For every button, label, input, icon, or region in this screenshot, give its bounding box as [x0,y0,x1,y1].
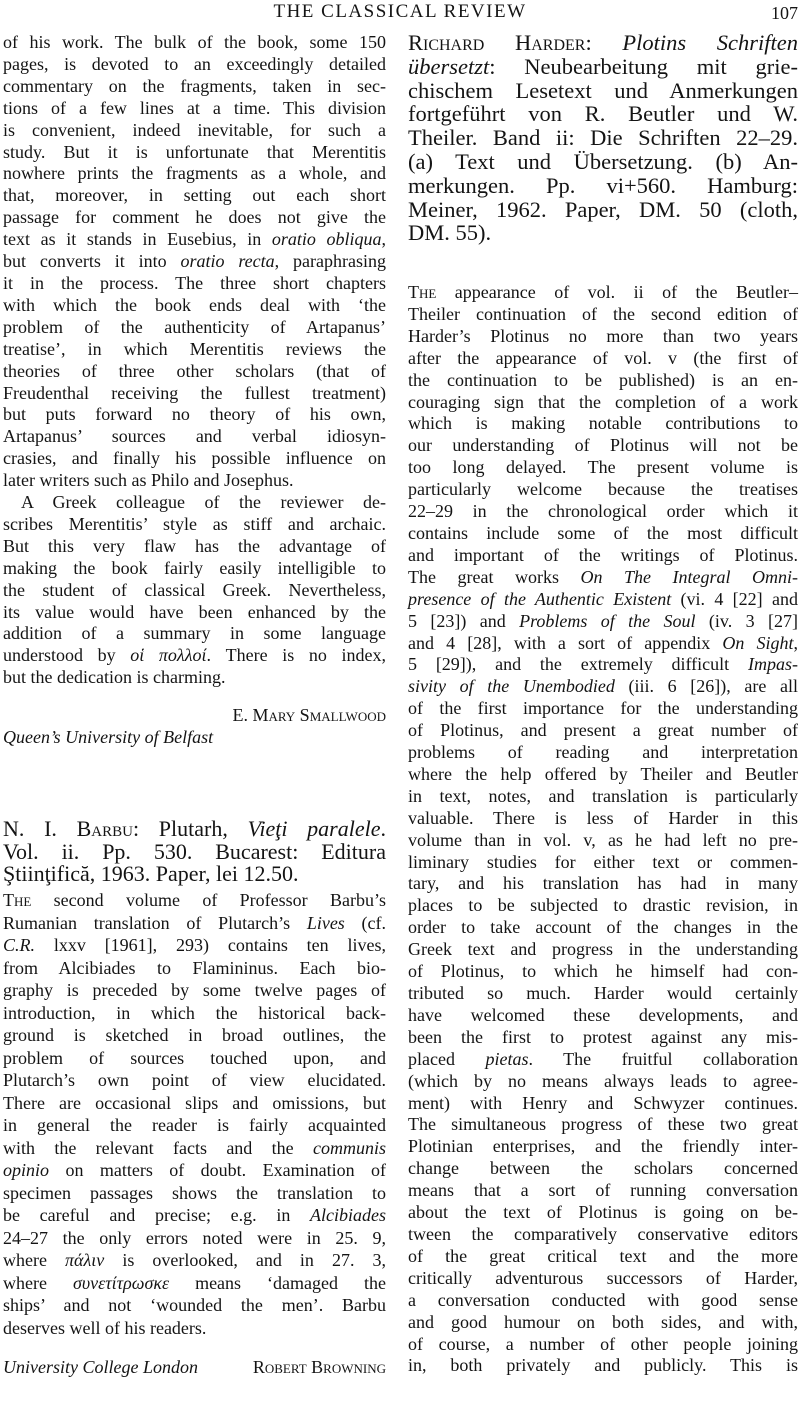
text-line: nowhere prints the fragments as a whole, and [3,163,386,184]
text-line: and 4 [28], with a sort of appendix On Sight, [408,632,798,653]
text-line: a conversation conducted with good sense [408,1289,798,1310]
text-line: tions of a few lines at a time. This division [3,97,386,118]
text-line: Theiler. Band ii: Die Schriften 22–29. [408,125,798,151]
text-line: after the appearance of vol. v (the first of [408,347,798,368]
text-line: Vol. ii. Pp. 530. Bucarest: Editura [3,838,386,864]
text-line: 22–29 in the chronological order which it [408,501,798,522]
text-line: ships’ and not ‘wounded the men’. Barbu [3,1295,386,1315]
text-line: places to be subjected to drastic revision, in [408,895,798,916]
text-line: commentary on the fragments, taken in sec- [3,75,386,96]
text-line: with which the book ends deal with ‘the [3,294,386,315]
text-line: DM. 55). [408,220,492,246]
text-line: of Plotinus, and present a great number of [408,720,798,741]
review-3-heading [408,31,798,245]
text-line: means that a sort of running conversation [408,1180,798,1201]
text-line: from Alcibiades to Flamininus. Each bio- [3,957,386,978]
italic-text: Plotins Schriften [622,30,798,55]
text-line: but puts forward no theory of his own, [3,404,386,425]
reviewer-1-name: E. Mary Smallwood [232,705,386,725]
text-line: N. I. Barbu: Plutarh, Vieţi paralele. [3,816,386,841]
small-caps-text: Barbu [76,816,133,841]
italic-text: presence of the Authentic Existent [408,588,672,609]
running-head: THE CLASSICAL REVIEW [273,1,527,22]
italic-text: πάλιν [65,1250,105,1270]
text-line: scribes Merentitis’ style as stiff and archaic. [3,513,386,534]
text-line: understood by οἱ πολλοί. There is no index, [3,645,386,666]
text-line: Greek text and progress in the understanding [408,939,798,960]
text-line: specimen passages shows the translation to [3,1182,386,1203]
text-line: tributed so much. Harder would certainly [408,983,798,1003]
text-line: ground is sketched in broad outlines, the [3,1025,386,1045]
text-line: liminary studies for either text or commen- [408,851,798,872]
text-line: Rumanian translation of Plutarch’s Lives (cf. [3,912,387,933]
text-line: of the first importance for the understanding [408,698,798,719]
text-line: critically adventurous successors of Harder, [408,1267,798,1288]
text-line: Freudenthal receiving the fullest treatment) [3,382,386,403]
text-line: merkungen. Pp. vi+560. Hamburg: [408,172,798,198]
text-line: problem of sources touched upon, and [3,1047,386,1068]
italic-text: Alcibiades [310,1205,386,1225]
text-line: which is making notable contributions to [408,413,798,434]
text-line: but the dedication is charming. [3,667,226,688]
text-line: in text, notes, and translation is particularly [408,785,798,806]
text-line: is convenient, indeed inevitable, for such a [3,119,386,140]
text-line: where πάλιν is overlooked, and in 27. 3, [3,1250,386,1270]
text-line: graphy is preceded by some twelve pages of [3,980,386,1000]
text-line: that, moreover, in setting out each short [3,185,386,206]
italic-text: συνετίτρωσκε [72,1272,170,1293]
text-line: of his work. The bulk of the book, some 150 [3,32,386,52]
review-2-body [3,889,386,1339]
text-line: Harder’s Plotinus no more than two years [408,325,798,346]
text-line: 24–27 the only errors noted were in 25. 9, [3,1227,386,1248]
text-line: 5 [23]) and Problems of the Soul (iv. 3 [27] [408,610,798,631]
text-line: of the great critical text and the more [408,1245,798,1266]
text-line: problem of the authenticity of Artapanus’ [3,316,386,337]
italic-text: Vieţi paralele [247,816,381,841]
text-line: introduction, in which the historical back- [3,1002,386,1023]
text-line: chischem Lesetext und Anmerkungen [408,77,798,103]
text-line: text as it stands in Eusebius, in oratio obliqua, [3,229,386,250]
text-line: of course, a number of other people joining [408,1333,798,1354]
text-line: Richard Harder: Plotins Schriften [408,30,798,55]
review-1-continuation [3,32,386,689]
text-line: where συνετίτρωσκε means ‘damaged the [3,1272,386,1293]
text-line: ment) with Henry and Schwyzer continues. [408,1092,798,1113]
text-line: Plutarch’s own point of view elucidated. [3,1070,386,1090]
text-line: and important of the writings of Plotinus. [408,544,798,565]
text-line: The great works On The Integral Omni- [408,566,798,587]
text-line: it in the process. The three short chapters [3,272,386,293]
text-line: where the help offered by Theiler and Beutler [408,763,798,784]
text-line: fortgeführt von R. Beutler und W. [408,101,798,127]
text-line: übersetzt: Neubearbeitung mit grie- [408,53,798,79]
review-2-heading [3,818,386,886]
text-line: sivity of the Unembodied (iii. 6 [26]), are all [408,676,798,697]
text-line: problems of reading and interpretation [408,742,798,763]
italic-text: sivity of the Unembodied [408,676,615,697]
text-line: There are occasional slips and omissions, but [3,1092,386,1113]
text-line: passage for comment he does not give the [3,207,386,228]
text-line: The simultaneous progress of these two great [408,1114,798,1135]
text-line: in general the reader is fairly acquainted [3,1115,386,1135]
text-line: its value would have been enhanced by the [3,601,386,622]
italic-text: communis [313,1137,386,1158]
text-line: valuable. There is less of Harder in this [408,807,798,828]
text-line: treatise’, in which Merentitis reviews the [3,338,386,359]
text-line: later writers such as Philo and Josephus. [3,470,294,491]
italic-text: oratio recta [180,251,275,272]
text-line: 5 [29]), and the extremely difficult Impas- [408,654,798,675]
italic-text: On The Integral Omni- [580,566,798,587]
text-line: be careful and precise; e.g. in Alcibiades [3,1205,386,1225]
text-line: A Greek colleague of the reviewer de- [21,492,386,513]
text-line: been the first to protest against any mis- [408,1026,798,1047]
text-line: couraging sign that the completion of a work [408,391,798,412]
italic-text: Impas- [748,654,798,675]
text-line: opinio on matters of doubt. Examination of [3,1160,386,1180]
text-line: particularly welcome because the treatises [408,479,798,500]
text-line: Artapanus’ sources and verbal idiosyn- [3,426,386,447]
text-line: tween the comparatively conservative editors [408,1223,798,1244]
text-line: have welcomed these developments, and [408,1004,798,1025]
text-line: presence of the Authentic Existent (vi. 4 [22] and [408,588,798,609]
page-number: 107 [771,3,798,23]
small-caps-text: The [408,282,437,302]
italic-text: oratio obliqua [271,229,382,250]
text-line: Theiler continuation of the second edition of [408,303,798,324]
text-line: deserves well of his readers. [3,1317,207,1338]
text-line: study. But it is unfortunate that Merentitis [3,141,386,162]
text-line: Meiner, 1962. Paper, DM. 50 (cloth, [408,196,798,222]
italic-text: Problems of the Soul [519,610,696,631]
italic-text: opinio [3,1160,50,1180]
small-caps-text: Richard Harder [408,30,586,55]
text-line: and good humour on both sides, and with, [408,1311,798,1332]
text-line: The appearance of vol. ii of the Beutler– [408,282,798,302]
text-line: the student of classical Greek. Nevertheless, [3,579,386,600]
text-line: the continuation to be published) is an en- [408,369,798,390]
text-line: change between the scholars concerned [408,1158,798,1179]
italic-text: On Sight [722,632,794,653]
text-line: with the relevant facts and the communis [3,1137,386,1158]
text-line: (which by no means always leads to agree- [408,1070,798,1091]
text-line: But this very flaw has the advantage of [3,535,386,556]
reviewer-2-affiliation: University College London [3,1357,198,1377]
text-line: Ştiinţifică, 1963. Paper, lei 12.50. [3,861,299,887]
text-line: theories of three other scholars (that of [3,360,386,381]
text-line: pages, is devoted to an exceedingly detailed [3,53,386,74]
text-line: volume than in vol. v, as he had left no pre- [408,829,798,850]
text-line: contains include some of the most difficult [408,522,798,543]
text-line: making the book fairly easily intelligible to [3,557,386,578]
reviewer-1-affiliation: Queen’s University of Belfast [3,727,214,747]
text-line: but converts it into oratio recta, paraphrasing [3,251,387,272]
text-line: in, both privately and publicly. This is [408,1355,798,1376]
text-line: our understanding of Plotinus will not be [408,435,798,456]
italic-text: C.R. [3,935,36,955]
text-line: tary, and his translation has had in many [408,873,798,894]
text-line: about the text of Plotinus is going on be- [408,1202,798,1223]
italic-text: Lives [306,912,345,933]
review-3-body [408,282,798,1377]
text-line: addition of a summary in some language [3,623,386,644]
text-line: C.R. lxxv [1961], 293) contains ten lives, [3,935,386,955]
text-line: Plotinian enterprises, and the friendly inter- [408,1136,798,1157]
small-caps-text: The [3,890,32,910]
reviewer-2-name: Robert Browning [252,1357,386,1377]
text-line: (a) Text und Übersetzung. (b) An- [408,148,798,174]
text-line: order to take account of the changes in the [408,917,798,938]
italic-text: pietas [485,1048,529,1069]
text-line: too long delayed. The present volume is [408,457,798,478]
italic-text: οἱ πολλοί [130,645,207,666]
text-line: crasies, and finally his possible influence on [3,448,386,469]
text-line: of Plotinus, to which he himself had con- [408,961,798,982]
text-line: The second volume of Professor Barbu’s [3,890,386,910]
reviewer-2-signature [3,1356,386,1378]
text-line: placed pietas. The fruitful collaboration [408,1048,798,1069]
italic-text: übersetzt [408,53,490,79]
